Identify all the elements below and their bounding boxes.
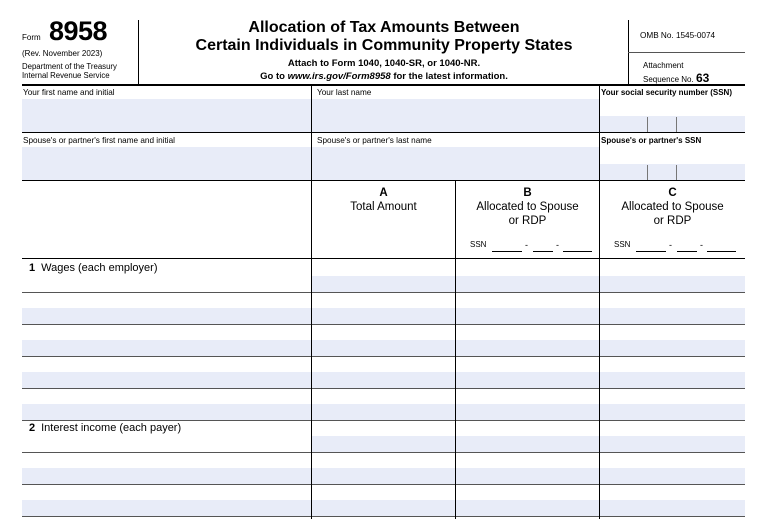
form-title-line1: Allocation of Tax Amounts Between [248,19,520,36]
table-row-rule [22,484,745,485]
line-1-row-4-col-a[interactable] [312,404,455,420]
department-name: Department of the Treasury [22,62,117,71]
table-col-divider-b [455,180,456,519]
form-revision: (Rev. November 2023) [22,49,103,58]
table-col-divider-a [311,180,312,519]
spouse-last-name-label: Spouse's or partner's last name [317,136,432,145]
ssn-separator-1 [647,117,648,132]
last-name-field[interactable] [312,99,599,132]
ssn-col-divider [599,84,600,180]
line-1-label: 1 Wages (each employer) [29,262,158,274]
header-divider-left [138,20,139,84]
col-c-ssn-dash2: - [700,240,703,250]
table-col-divider-c [599,180,600,519]
column-c-header: C Allocated to Spouse or RDP [621,187,724,227]
line-2-header-col-a[interactable] [312,436,455,452]
line-1-row-4-desc[interactable] [22,404,311,420]
line-1-row-3-col-a[interactable] [312,372,455,388]
ssn-separator-2 [676,117,677,132]
ssn-label: Your social security number (SSN) [601,88,732,97]
line-1-row-2-col-b[interactable] [456,340,599,356]
form-number: 8958 [49,16,108,46]
line-1-row-2-col-a[interactable] [312,340,455,356]
line-1-row-1-desc[interactable] [22,308,311,324]
col-b-ssn-part1[interactable] [492,251,522,252]
last-name-label: Your last name [317,88,372,97]
col-b-ssn-part3[interactable] [563,251,592,252]
spouse-first-name-label: Spouse's or partner's first name and initial [23,136,175,145]
form-prefix: Form [22,33,41,42]
table-row-rule [22,356,745,357]
sequence-number: 63 [695,71,710,85]
line-2-row-1-col-b[interactable] [456,468,599,484]
attach-instruction: Attach to Form 1040, 1040-SR, or 1040-NR. [287,58,481,69]
line-2-header-col-b[interactable] [456,436,599,452]
line-1-row-1-col-a[interactable] [312,308,455,324]
column-header-bottom-rule [22,258,745,259]
table-row-rule [22,452,745,453]
col-b-ssn-dash1: - [525,240,528,250]
col-c-ssn-part2[interactable] [677,251,697,252]
column-a-header: A Total Amount [350,187,417,213]
col-b-ssn-dash2: - [556,240,559,250]
line-1-row-3-col-c[interactable] [600,372,745,388]
spouse-ssn-separator-1 [647,165,648,180]
name-col-divider [311,84,312,180]
table-row-rule [22,420,745,421]
row1-bottom-rule [22,132,745,133]
col-b-ssn-part2[interactable] [533,251,553,252]
sequence-line: Sequence No. 63 [643,71,710,85]
column-b-header: B Allocated to Spouse or RDP [476,187,579,227]
spouse-ssn-separator-2 [676,165,677,180]
line-2-row-1-col-c[interactable] [600,468,745,484]
col-c-ssn-dash1: - [669,240,672,250]
spouse-ssn-label: Spouse's or partner's SSN [601,136,702,145]
line-2-label: 2 Interest income (each payer) [29,422,182,434]
first-name-label: Your first name and initial [23,88,115,97]
attachment-label: Attachment [643,61,684,70]
line-1-header-col-a[interactable] [312,276,455,292]
line-2-header-col-c[interactable] [600,436,745,452]
col-c-ssn-label: SSN [614,240,631,249]
line-1-row-1-col-b[interactable] [456,308,599,324]
irs-url-link[interactable]: www.irs.gov/Form8958 [287,71,391,82]
first-name-field[interactable] [22,99,311,132]
line-2-row-1-desc[interactable] [22,468,311,484]
header-bottom-rule [22,84,745,86]
line-1-row-4-col-c[interactable] [600,404,745,420]
line-1-header-col-b[interactable] [456,276,599,292]
line-1-row-3-col-b[interactable] [456,372,599,388]
table-row-rule [22,292,745,293]
ssn-field[interactable] [600,116,745,132]
line-1-row-4-col-b[interactable] [456,404,599,420]
line-2-row-2-col-c[interactable] [600,500,745,516]
line-2-row-2-desc[interactable] [22,500,311,516]
form-title-line2: Certain Individuals in Community Property States [195,37,573,54]
spouse-ssn-field[interactable] [600,164,745,180]
line-1-row-1-col-c[interactable] [600,308,745,324]
line-2-row-1-col-a[interactable] [312,468,455,484]
agency-name: Internal Revenue Service [22,71,110,80]
line-1-header-col-c[interactable] [600,276,745,292]
table-row-rule [22,324,745,325]
omb-number: OMB No. 1545-0074 [640,31,716,40]
line-1-row-2-desc[interactable] [22,340,311,356]
line-1-row-3-desc[interactable] [22,372,311,388]
table-row-rule [22,388,745,389]
col-c-ssn-part1[interactable] [636,251,666,252]
spouse-last-name-field[interactable] [312,147,599,180]
line-2-row-2-col-a[interactable] [312,500,455,516]
col-b-ssn-label: SSN [470,240,487,249]
line-2-row-2-col-b[interactable] [456,500,599,516]
omb-divider [628,52,745,53]
row2-bottom-rule [22,180,745,181]
goto-instruction: Go to www.irs.gov/Form8958 for the latest information. [260,71,508,82]
line-1-row-2-col-c[interactable] [600,340,745,356]
col-c-ssn-part3[interactable] [707,251,736,252]
spouse-first-name-field[interactable] [22,147,311,180]
table-row-rule [22,516,745,517]
